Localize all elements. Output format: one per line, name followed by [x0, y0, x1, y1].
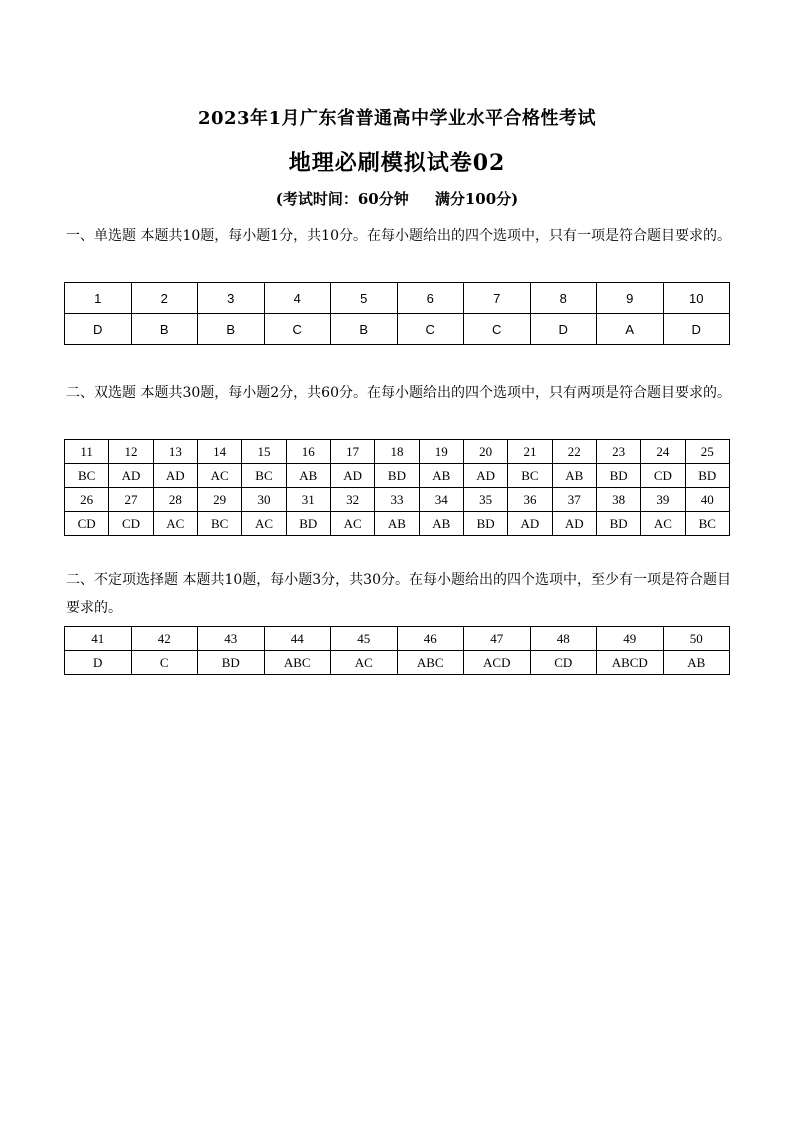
question-number-cell: 3: [198, 283, 265, 314]
question-number-cell: 36: [508, 488, 552, 512]
question-number-row: [65, 488, 730, 512]
question-number-cell: 30: [242, 488, 286, 512]
answer-cell: D: [65, 314, 132, 345]
question-number-cell: 9: [597, 283, 664, 314]
answer-cell: ACD: [464, 651, 531, 675]
question-number-cell: 43: [198, 627, 265, 651]
question-number-cell: 48: [530, 627, 597, 651]
answer-cell: B: [131, 314, 198, 345]
answer-cell: BD: [286, 512, 330, 536]
question-number-cell: 15: [242, 440, 286, 464]
question-number-cell: 37: [552, 488, 596, 512]
answer-cell: B: [198, 314, 265, 345]
exam-title: 2023年1月广东省普通高中学业水平合格性考试: [197, 108, 597, 129]
answer-row: [65, 464, 730, 488]
question-number-cell: 17: [330, 440, 374, 464]
question-number-cell: 20: [463, 440, 507, 464]
answer-cell: ABCD: [597, 651, 664, 675]
question-number-cell: 10: [663, 283, 730, 314]
question-number-cell: 11: [65, 440, 109, 464]
answer-cell: BD: [463, 512, 507, 536]
question-number-cell: 41: [65, 627, 132, 651]
answer-cell: AB: [375, 512, 419, 536]
paper-title: 地理必刷模拟试卷02: [288, 150, 506, 176]
question-number-cell: 44: [264, 627, 331, 651]
question-number-cell: 2: [131, 283, 198, 314]
question-number-cell: 28: [153, 488, 197, 512]
section2-answer-table: [64, 439, 730, 536]
question-number-cell: 26: [65, 488, 109, 512]
answer-cell: AC: [330, 512, 374, 536]
exam-info: (考试时间：60分钟 满分100分): [275, 190, 519, 208]
question-number-cell: 34: [419, 488, 463, 512]
question-number-cell: 13: [153, 440, 197, 464]
question-number-row: [65, 283, 730, 314]
answer-cell: D: [663, 314, 730, 345]
question-number-cell: 22: [552, 440, 596, 464]
answer-cell: AB: [286, 464, 330, 488]
answer-cell: CD: [65, 512, 109, 536]
answer-cell: BD: [596, 512, 640, 536]
answer-cell: D: [65, 651, 132, 675]
answer-cell: AC: [331, 651, 398, 675]
answer-cell: C: [131, 651, 198, 675]
answer-cell: CD: [109, 512, 153, 536]
answer-cell: AC: [641, 512, 685, 536]
question-number-cell: 50: [663, 627, 730, 651]
question-number-cell: 42: [131, 627, 198, 651]
answer-row: [65, 512, 730, 536]
answer-cell: AB: [419, 512, 463, 536]
answer-cell: C: [264, 314, 331, 345]
question-number-cell: 5: [331, 283, 398, 314]
question-number-cell: 45: [331, 627, 398, 651]
question-number-cell: 16: [286, 440, 330, 464]
answer-cell: BD: [198, 651, 265, 675]
section2-description: 二、双选题 本题共30题，每小题2分，共60分。在每小题给出的四个选项中，只有两项是符合题目要求的。: [66, 385, 731, 401]
question-number-cell: 38: [596, 488, 640, 512]
answer-cell: AC: [242, 512, 286, 536]
question-number-cell: 47: [464, 627, 531, 651]
answer-cell: ABC: [264, 651, 331, 675]
answer-cell: AD: [463, 464, 507, 488]
question-number-cell: 40: [685, 488, 729, 512]
question-number-cell: 25: [685, 440, 729, 464]
answer-cell: C: [464, 314, 531, 345]
answer-cell: BC: [197, 512, 241, 536]
question-number-cell: 8: [530, 283, 597, 314]
answer-cell: AD: [330, 464, 374, 488]
question-number-cell: 29: [197, 488, 241, 512]
question-number-cell: 4: [264, 283, 331, 314]
answer-row: [65, 651, 730, 675]
answer-cell: AB: [663, 651, 730, 675]
question-number-cell: 32: [330, 488, 374, 512]
question-number-cell: 12: [109, 440, 153, 464]
answer-cell: BD: [685, 464, 729, 488]
answer-cell: BC: [242, 464, 286, 488]
question-number-cell: 23: [596, 440, 640, 464]
answer-cell: BC: [65, 464, 109, 488]
answer-cell: CD: [530, 651, 597, 675]
question-number-cell: 18: [375, 440, 419, 464]
question-number-cell: 49: [597, 627, 664, 651]
question-number-cell: 33: [375, 488, 419, 512]
question-number-cell: 35: [463, 488, 507, 512]
answer-cell: BC: [685, 512, 729, 536]
answer-cell: BD: [375, 464, 419, 488]
answer-cell: AD: [508, 512, 552, 536]
answer-cell: BD: [596, 464, 640, 488]
question-number-cell: 14: [197, 440, 241, 464]
question-number-cell: 46: [397, 627, 464, 651]
section1-answer-table: [64, 282, 730, 345]
question-number-cell: 1: [65, 283, 132, 314]
section3-description: 二、不定项选择题 本题共10题，每小题3分，共30分。在每小题给出的四个选项中，至少有一项是符合题目要求的。: [66, 572, 731, 616]
question-number-cell: 7: [464, 283, 531, 314]
answer-cell: D: [530, 314, 597, 345]
section1-description: 一、单选题 本题共10题，每小题1分，共10分。在每小题给出的四个选项中，只有一项是符合题目要求的。: [66, 228, 731, 244]
question-number-cell: 24: [641, 440, 685, 464]
answer-cell: AB: [552, 464, 596, 488]
question-number-cell: 31: [286, 488, 330, 512]
section3-answer-table: [64, 626, 730, 675]
answer-cell: AD: [552, 512, 596, 536]
question-number-cell: 21: [508, 440, 552, 464]
answer-cell: BC: [508, 464, 552, 488]
answer-cell: AD: [109, 464, 153, 488]
question-number-cell: 19: [419, 440, 463, 464]
answer-cell: B: [331, 314, 398, 345]
question-number-cell: 6: [397, 283, 464, 314]
question-number-row: [65, 440, 730, 464]
answer-cell: AB: [419, 464, 463, 488]
question-number-cell: 39: [641, 488, 685, 512]
answer-cell: A: [597, 314, 664, 345]
question-number-row: [65, 627, 730, 651]
question-number-cell: 27: [109, 488, 153, 512]
answer-cell: AC: [153, 512, 197, 536]
answer-cell: AC: [197, 464, 241, 488]
answer-cell: ABC: [397, 651, 464, 675]
answer-cell: C: [397, 314, 464, 345]
answer-cell: AD: [153, 464, 197, 488]
answer-row: [65, 314, 730, 345]
answer-cell: CD: [641, 464, 685, 488]
